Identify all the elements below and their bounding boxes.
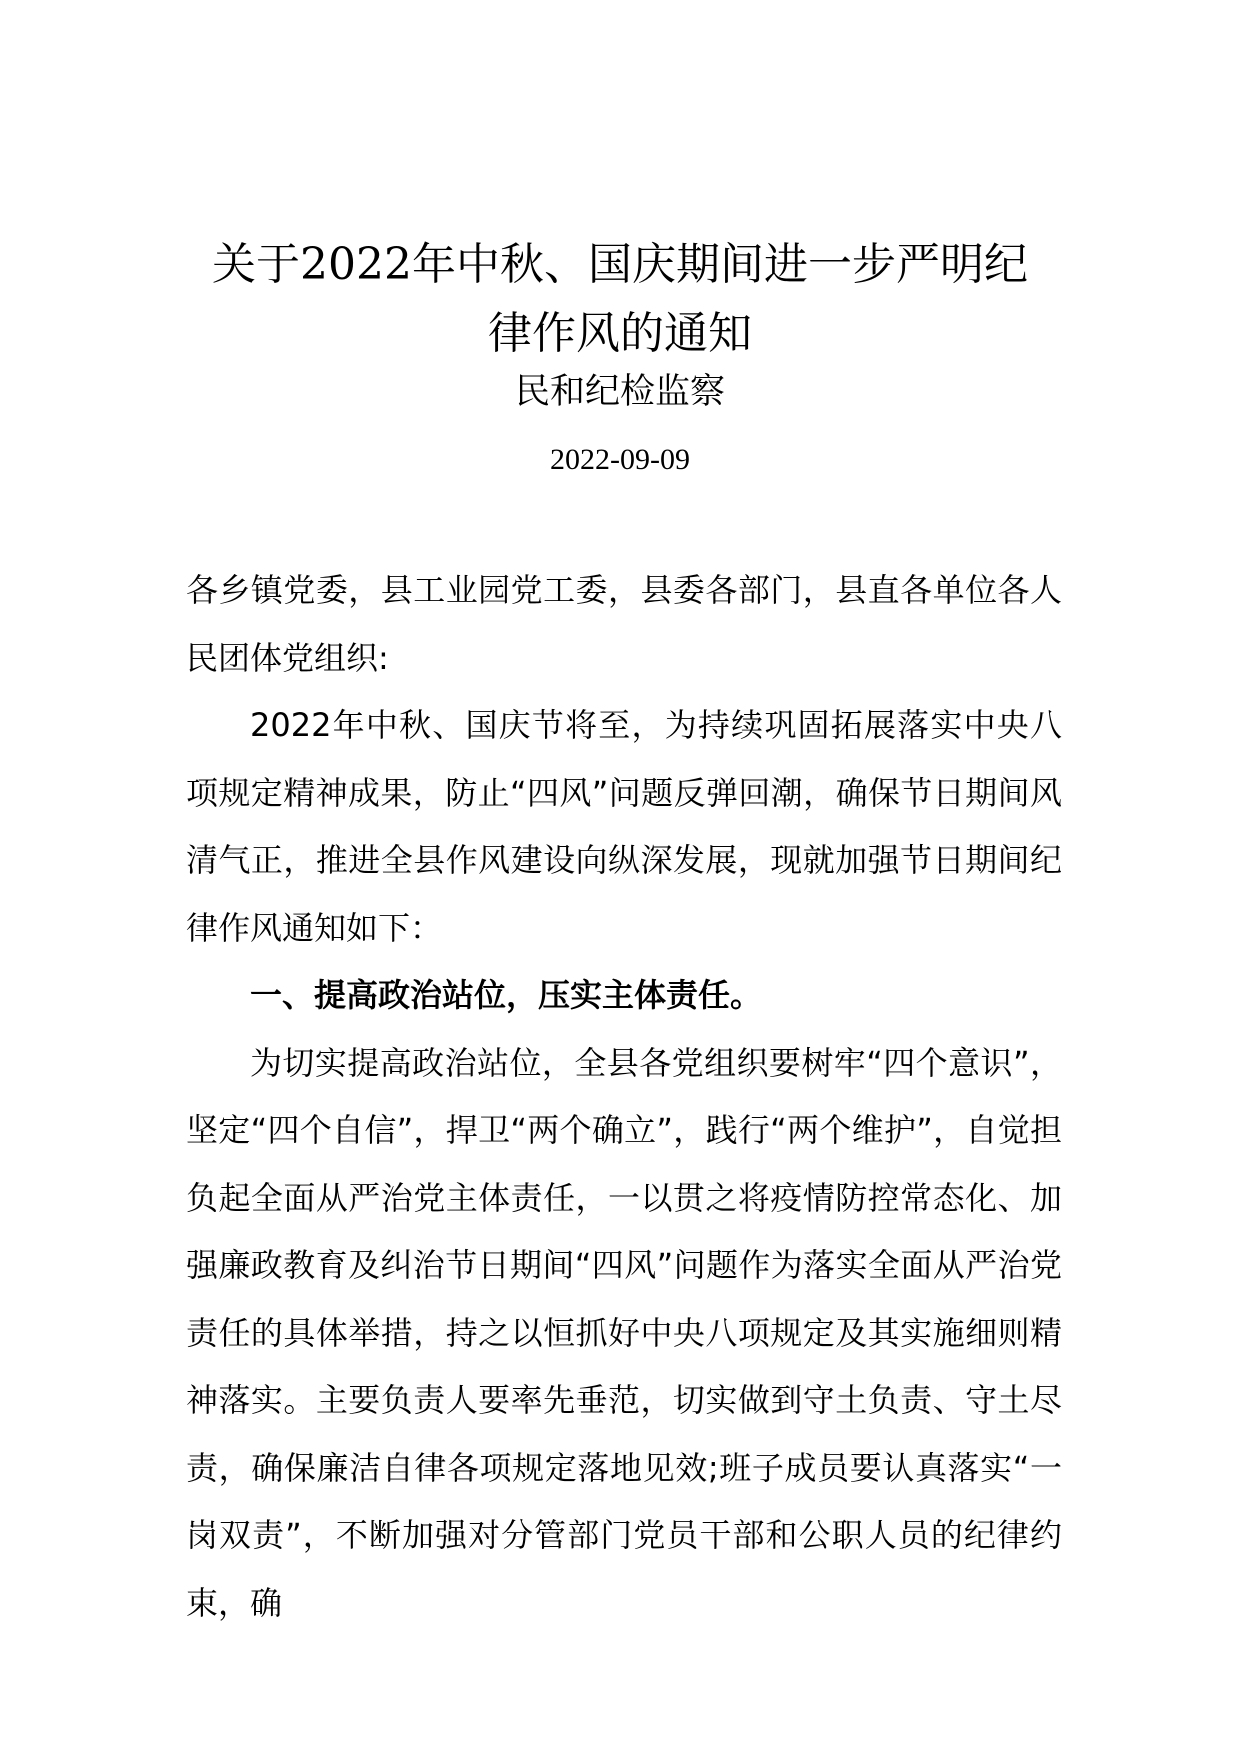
section-1-paragraph: 为切实提高政治站位，全县各党组织要树牢“四个意识”，坚定“四个自信”，捍卫“两个确立”，践行“两个维护”，自觉担负起全面从严治党主体责任，一以贯之将疫情防控常态化、加强廉政教育及纠治节日期间“四风”问题作为落实全面从严治党责任的具体举措，持之以恒抓好中央八项规定及其实施细则精神落实。主要负责人要率先垂范，切实做到守土负责、守土尽责，确保廉洁自律各项规定落地见效;班子成员要认真落实“一岗双责”，不断加强对分管部门党员干部和公职人员的纪律约束，确	[186, 1043, 1062, 1622]
document-date: 2022-09-09	[550, 443, 690, 476]
title-line-1: 关于2022年中秋、国庆期间进一步严明纪	[212, 239, 1028, 290]
document-title	[160, 230, 1080, 368]
document-body	[186, 557, 1062, 1637]
salutation: 各乡镇党委，县工业园党工委，县委各部门，县直各单位各人民团体党组织:	[186, 571, 1062, 677]
document-source: 民和纪检监察	[514, 372, 725, 412]
section-heading-1: 一、提高政治站位，压实主体责任。	[250, 976, 763, 1014]
intro-paragraph: 2022年中秋、国庆节将至，为持续巩固拓展落实中央八项规定精神成果，防止“四风”问题反弹回潮，确保节日期间风清气正，推进全县作风建设向纵深发展，现就加强节日期间纪律作风通知如下：	[186, 706, 1062, 947]
title-line-2: 律作风的通知	[488, 308, 752, 359]
